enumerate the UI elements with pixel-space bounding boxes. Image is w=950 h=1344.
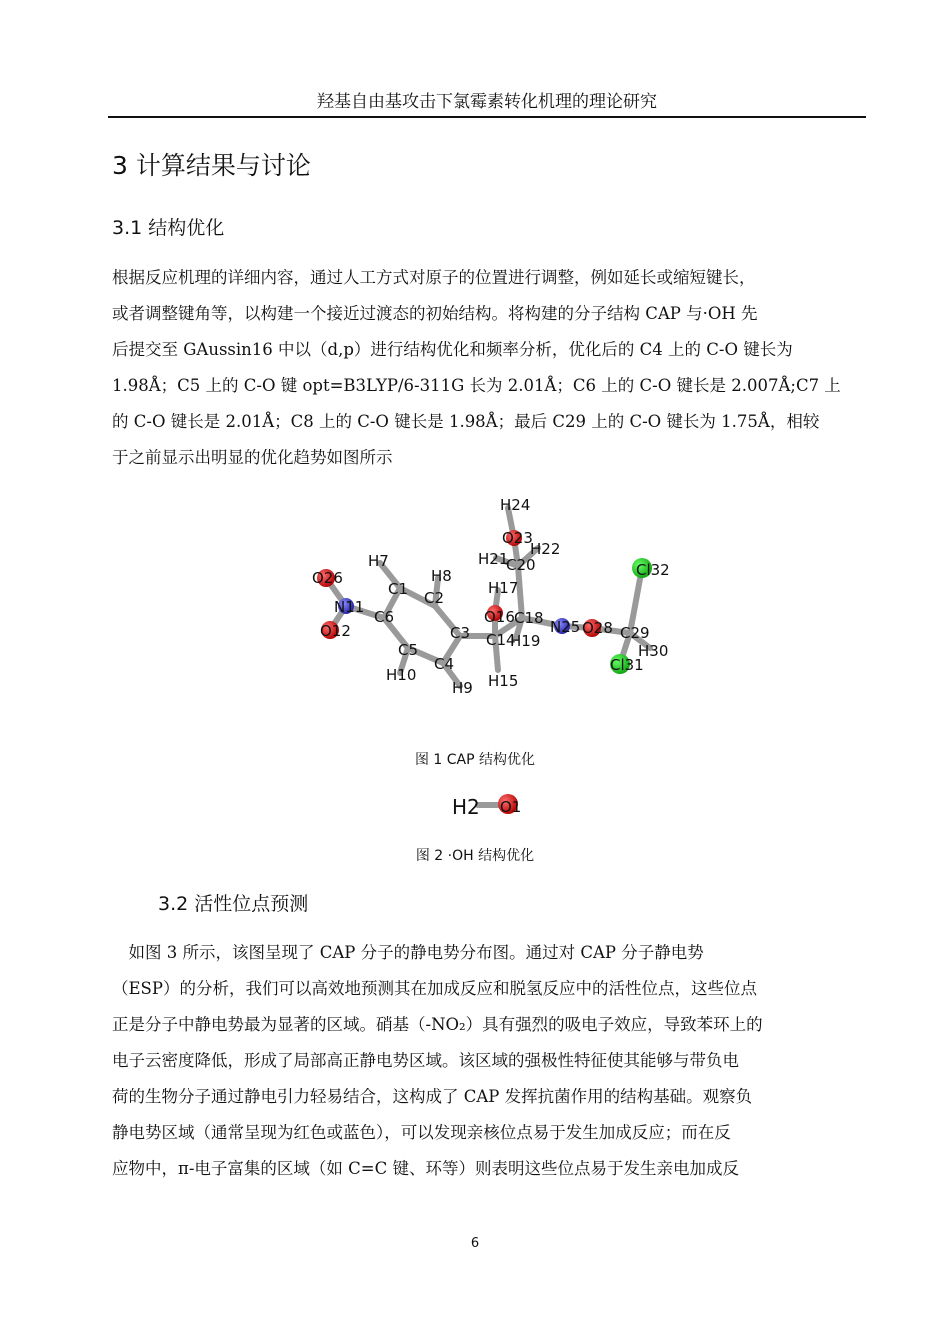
atom-label: C18 [514,609,544,627]
paragraph-line: 于之前显示出明显的优化趋势如图所示 [112,448,393,467]
cap-molecule-model [300,488,680,710]
atom-label: H21 [478,550,509,568]
atom-label: Cl31 [610,656,644,674]
atom-label: N11 [334,598,365,616]
atom-label: O16 [484,608,515,626]
paragraph-structure-optimization [112,260,860,476]
paragraph-active-site-prediction [112,935,860,1187]
atom-label: O12 [320,622,351,640]
atom-label: O23 [502,529,533,547]
figure-2-caption: 图 2 ·OH 结构优化 [415,848,535,864]
atom-label: C20 [506,556,536,574]
paragraph-line: 静电势区域（通常呈现为红色或蓝色），可以发现亲核位点易于发生加成反应；而在反 [112,1123,731,1142]
paragraph-line: 的 C-O 键长是 2.01Å；C8 上的 C-O 键长是 1.98Å；最后 C29 上的 C-O 键长为 1.75Å，相较 [112,412,820,431]
atom-label: C2 [424,589,445,607]
atom-label: C1 [388,580,409,598]
atom-label: C4 [434,655,455,673]
paragraph-line: 如图 3 所示，该图呈现了 CAP 分子的静电势分布图。通过对 CAP 分子静电势 [112,943,704,962]
oh-radical-model [446,788,536,824]
paragraph-line: 或者调整键角等，以构建一个接近过渡态的初始结构。将构建的分子结构 CAP 与·OH 先 [112,304,758,323]
atom-label: C6 [374,608,395,626]
atom-label: C14 [486,631,516,649]
atom-label: H30 [638,642,669,660]
atom-label: O28 [582,619,613,637]
paragraph-line: 荷的生物分子通过静电引力轻易结合，这构成了 CAP 发挥抗菌作用的结构基础。观察负 [112,1087,753,1106]
atom-label: H2 [452,795,480,819]
atom-label: H19 [510,632,541,650]
page-number: 6 [470,1236,480,1251]
paragraph-line: 1.98Å；C5 上的 C-O 键 opt=B3LYP/6-311G 长为 2.01Å；C6 上的 C-O 键长是 2.007Å;C7 上 [112,376,841,395]
atom-label: H15 [488,672,519,690]
paragraph-line: （ESP）的分析，我们可以高效地预测其在加成反应和脱氢反应中的活性位点，这些位点 [112,979,757,998]
figure-1-caption: 图 1 CAP 结构优化 [414,752,536,768]
atom-label: H7 [368,552,389,570]
atom-label: C29 [620,624,650,642]
atom-label: Cl32 [636,561,670,579]
paragraph-line: 应物中，π-电子富集的区域（如 C=C 键、环等）则表明这些位点易于发生亲电加成反 [112,1159,739,1178]
section-heading-3: 3 计算结果与讨论 [112,151,311,180]
running-header: 羟基自由基攻击下氯霉素转化机理的理论研究 [108,88,866,118]
atom-label: H24 [500,496,531,514]
paragraph-line: 根据反应机理的详细内容，通过人工方式对原子的位置进行调整，例如延长或缩短键长， [112,268,756,287]
paragraph-line: 电子云密度降低，形成了局部高正静电势区域。该区域的强极性特征使其能够与带负电 [112,1051,739,1070]
atom-label: H22 [530,540,561,558]
atom-label: N25 [550,618,581,636]
cap-molecule-figure [300,488,680,710]
oh-radical-figure [446,788,536,824]
section-heading-3-1: 3.1 结构优化 [112,217,225,239]
atom-label: H9 [452,679,473,697]
atom-label: C5 [398,641,419,659]
atom-label: O26 [312,569,343,587]
atom-label: H10 [386,666,417,684]
paragraph-line: 正是分子中静电势最为显著的区域。硝基（-NO₂）具有强烈的吸电子效应，导致苯环上的 [112,1015,763,1034]
atom-label: H17 [488,579,519,597]
section-heading-3-2: 3.2 活性位点预测 [158,893,309,915]
atom-label: O1 [500,798,522,816]
atom-label: H8 [431,567,452,585]
paragraph-line: 后提交至 GAussin16 中以（d,p）进行结构优化和频率分析，优化后的 C4 上的 C-O 键长为 [112,340,793,359]
atom-label: C3 [450,624,471,642]
